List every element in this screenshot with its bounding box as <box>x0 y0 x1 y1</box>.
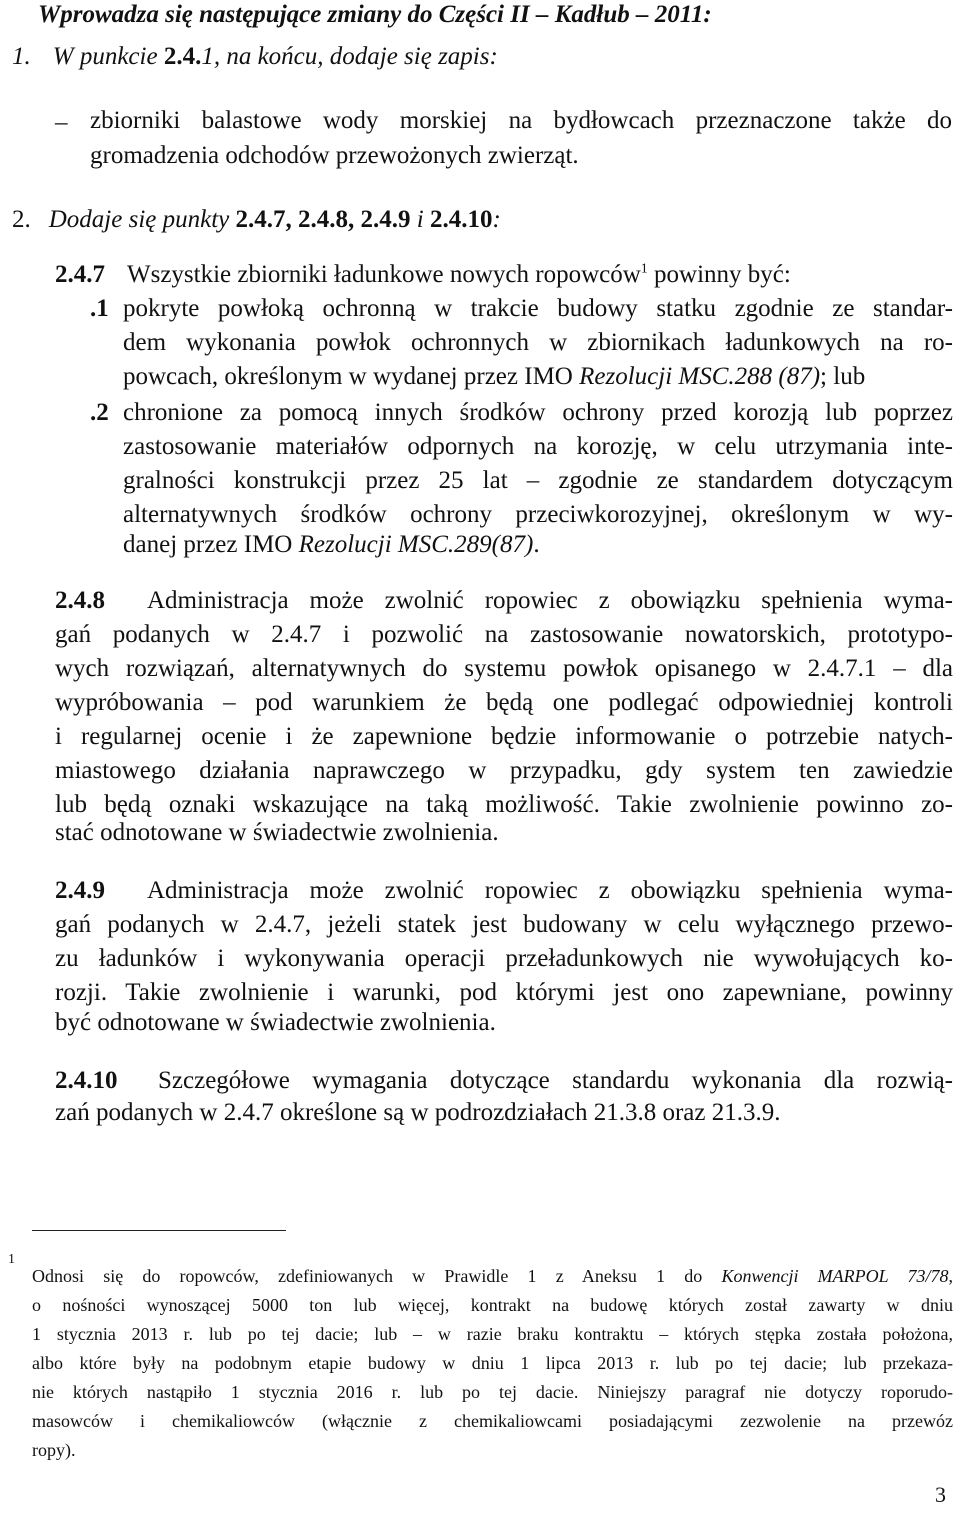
section-2-4-9-line-2: gań podanych w 2.4.7, jeżeli statek jest budowany w celu wyłącznego przewo- <box>55 911 953 938</box>
section-2-4-8-number: 2.4.8 <box>55 587 105 614</box>
page-number: 3 <box>935 1482 946 1507</box>
section-2-4-8-line-2: gań podanych w 2.4.7 i pozwolić na zastosowanie nowatorskich, prototypo- <box>55 621 953 648</box>
section-2-4-9-line-3: zu ładunków i wykonywania operacji przeładunkowych nie wywołujących ko- <box>55 945 953 972</box>
item-2-last: 2.4.10 <box>429 206 493 233</box>
section-2-4-8-line-7: lub będą oznaki wskazujące na taką możliwość. Takie zwolnienie powinno zo- <box>55 791 953 818</box>
item-2-points: 2.4.7, 2.4.8, 2.4.9 <box>235 206 417 233</box>
section-2-4-8-line-5: i regularnej ocenie i że zapewnione będzie informowanie o potrzebie natych- <box>55 723 953 750</box>
section-2-4-9-line-5: być odnotowane w świadectwie zwolnienia. <box>55 1009 496 1036</box>
item-2 <box>12 205 501 235</box>
resolution-msc-288: Rezolucji MSC.288 (87) <box>579 363 821 390</box>
subpoint-1-line-3 <box>123 362 865 392</box>
item-2-conj: i <box>416 206 430 233</box>
subpoint-2-line-2: zastosowanie materiałów odpornych na korozję, w celu utrzymania inte- <box>123 433 953 460</box>
section-2-4-8-line-3: wych rozwiązań, alternatywnych do systemu powłok opisanego w 2.4.7.1 – dla <box>55 655 953 682</box>
footnote-line-2: o nośności wynoszącej 5000 ton lub więcej, kontrakt na budowę których został zawarty w dniu <box>32 1295 953 1315</box>
resolution-msc-289: Rezolucji MSC.289(87) <box>298 531 534 558</box>
footnote-separator <box>32 1230 286 1231</box>
section-2-4-9-number: 2.4.9 <box>55 877 105 904</box>
amendment-heading: Wprowadza się następujące zmiany do Części II – Kadłub – 2011: <box>38 1 712 28</box>
item-2-colon: : <box>492 206 501 233</box>
item-1-text-a: W punkcie <box>52 43 164 70</box>
section-2-4-7-number: 2.4.7 <box>55 261 105 288</box>
subpoint-1-line-1: pokryte powłoką ochronną w trakcie budowy statku zgodnie ze standar- <box>123 295 953 322</box>
item-2-text: Dodaje się punkty <box>48 206 236 233</box>
footnote-marpol: Konwencji MARPOL 73/78 <box>721 1266 949 1286</box>
subpoint-2-line-1: chronione za pomocą innych środków ochrony przed korozją lub poprzez <box>123 399 953 426</box>
footnote-line-1a: Odnosi się do ropowców, zdefiniowanych w Prawidle 1 z Aneksu 1 do <box>32 1266 722 1286</box>
item-1-number: 1. <box>12 43 31 70</box>
footnote-line-1c: , <box>948 1266 953 1286</box>
section-2-4-8-line-8: stać odnotowane w świadectwie zwolnienia. <box>55 819 499 846</box>
section-2-4-7-title <box>55 260 791 290</box>
footnote-line-6: masowców i chemikaliowców (włącznie z chemikaliowcami posiadającymi zezwolenie na przewóz <box>32 1411 953 1431</box>
section-2-4-9-line-1: Administracja może zwolnić ropowiec z obowiązku spełnienia wyma- <box>147 877 953 904</box>
quote-dash: – <box>55 109 68 136</box>
quote-line-1: zbiorniki balastowe wody morskiej na bydłowcach przeznaczone także do <box>90 107 952 134</box>
quote-line-2: gromadzenia odchodów przewożonych zwierząt. <box>90 142 579 169</box>
footnote-line-3: 1 stycznia 2013 r. lub po tej dacie; lub – w razie braku kontraktu – których stępka została położona, <box>32 1324 953 1344</box>
footnote-mark: 1 <box>8 1252 15 1267</box>
item-1 <box>12 42 498 72</box>
section-2-4-10-number: 2.4.10 <box>55 1067 118 1094</box>
subpoint-1-line-3c: ; lub <box>820 363 866 390</box>
subpoint-2-line-5c: . <box>533 531 540 558</box>
subpoint-1-number: .1 <box>90 295 109 322</box>
footnote-line-7: ropy). <box>32 1440 76 1460</box>
item-1-text-b: 1, na końcu, dodaje się zapis: <box>201 43 498 70</box>
subpoint-2-number: .2 <box>90 399 109 426</box>
section-2-4-7-tail: powinny być: <box>647 261 791 288</box>
footnote-ref: 1 <box>640 261 648 277</box>
section-2-4-10-line-2: zań podanych w 2.4.7 określone są w podrozdziałach 21.3.8 oraz 21.3.9. <box>55 1099 781 1126</box>
subpoint-1-line-3a: powcach, określonym w wydanej przez IMO <box>123 363 580 390</box>
subpoint-1-line-2: dem wykonania powłok ochronnych w zbiornikach ładunkowych na ro- <box>123 329 953 356</box>
section-2-4-10-line-1: Szczegółowe wymagania dotyczące standardu wykonania dla rozwią- <box>158 1067 953 1094</box>
section-2-4-8-line-4: wypróbowania – pod warunkiem że będą one podlegać odpowiedniej kontroli <box>55 689 953 716</box>
section-2-4-8-line-6: miastowego działania naprawczego w przypadku, gdy system ten zawiedzie <box>55 757 953 784</box>
item-1-ref: 2.4. <box>163 43 202 70</box>
section-2-4-8-line-1: Administracja może zwolnić ropowiec z obowiązku spełnienia wyma- <box>147 587 953 614</box>
footnote-line-1 <box>32 1262 953 1291</box>
subpoint-2-line-5 <box>123 530 540 560</box>
subpoint-2-line-3: gralności konstrukcji przez 25 lat – zgodnie ze standardem dotyczącym <box>123 467 953 494</box>
item-2-number: 2. <box>12 206 31 233</box>
subpoint-2-line-5a: danej przez IMO <box>123 531 299 558</box>
footnote-line-4: albo które były na podobnym etapie budowy w dniu 1 lipca 2013 r. lub po tej dacie; lub przekaza- <box>32 1353 953 1373</box>
section-2-4-7-text: Wszystkie zbiorniki ładunkowe nowych ropowców <box>127 261 641 288</box>
subpoint-2-line-4: alternatywnych środków ochrony przeciwkorozyjnej, określonym w wy- <box>123 501 953 528</box>
section-2-4-9-line-4: rozji. Takie zwolnienie i warunki, pod którymi jest ono zapewniane, powinny <box>55 979 953 1006</box>
footnote-line-5: nie których nastąpiło 1 stycznia 2016 r. lub po tej dacie. Niniejszy paragraf nie dotyczy roporudo- <box>32 1382 953 1402</box>
